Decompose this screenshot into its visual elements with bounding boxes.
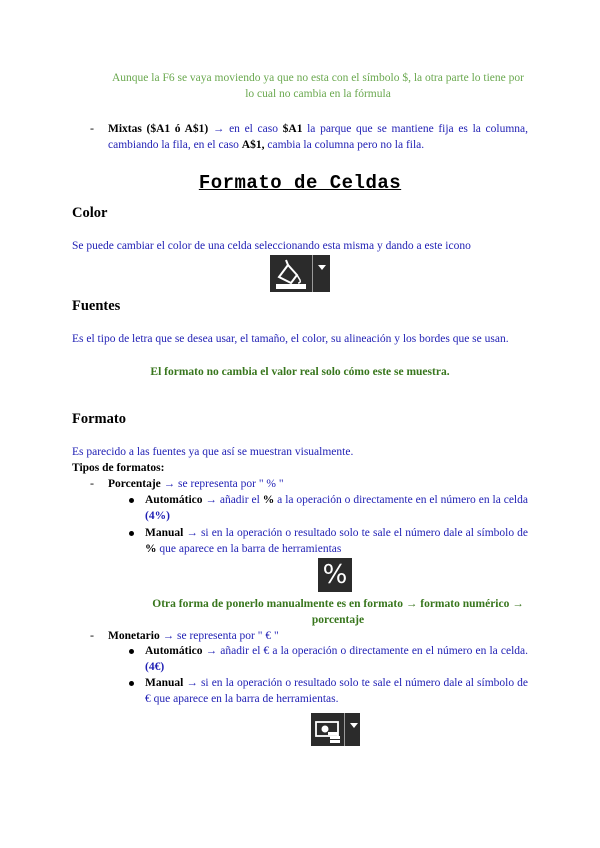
monetario-item: Monetario → se representa por " € " (108, 630, 279, 642)
bullet-dash: - (90, 628, 94, 642)
heading-color: Color (72, 205, 108, 221)
fill-color-bucket-icon (270, 255, 312, 292)
page-title: Formato de Celdas (198, 172, 402, 194)
fuentes-note: El formato no cambia el valor real solo cómo este se muestra. (150, 366, 450, 378)
monetario-auto: Automático → añadir el € a la operación o directamente en el número en la celda. (4€) (145, 645, 528, 673)
ref-dollar-a1: $A1 (282, 123, 303, 135)
porcentaje-label: Porcentaje (108, 478, 161, 490)
percent-icon: % (318, 558, 352, 592)
intro-note: Aunque la F6 se vaya moviendo ya que no esta con el símbolo $, la otra parte lo tiene por lo cual no cambia en la fórmula (112, 72, 524, 100)
arrow: → (208, 123, 230, 135)
fuentes-text: Es el tipo de letra que se desea usar, el tamaño, el color, su alineación y los bordes que se usan. (72, 333, 509, 345)
monetario-label: Monetario (108, 630, 160, 642)
monetario-manual: Manual → si en la operación o resultado solo te sale el número dale al símbolo de € que aparece en la barra de herramientas. (145, 677, 528, 705)
currency-format-icon (311, 713, 344, 746)
tipos-label: Tipos de formatos: (72, 462, 165, 474)
bullet-dot (129, 498, 134, 503)
bullet-dot (129, 681, 134, 686)
bullet-dash: - (90, 121, 94, 135)
ref-a-dollar-1: A$1, (241, 139, 265, 151)
formato-text: Es parecido a las fuentes ya que así se muestran visualmente. (72, 446, 354, 458)
bullet-dot (129, 649, 134, 654)
heading-fuentes: Fuentes (72, 298, 121, 314)
bullet-dot (129, 531, 134, 536)
bullet-dash: - (90, 476, 94, 490)
chevron-down-icon[interactable] (344, 713, 360, 746)
mixtas-label: Mixtas ($A1 ó A$1) (108, 123, 209, 135)
color-text: Se puede cambiar el color de una celda seleccionando esta misma y dando a este icono (72, 240, 471, 252)
porcentaje-auto: Automático → añadir el % a la operación o directamente en el número en la celda (4%) (145, 494, 528, 522)
porcentaje-note: Otra forma de ponerlo manualmente es en formato → formato numérico → porcentaje (152, 598, 524, 626)
heading-formato: Formato (72, 411, 126, 427)
porcentaje-manual: Manual → si en la operación o resultado solo te sale el número dale al símbolo de % que aparece en la barra de herramientas (145, 527, 528, 555)
porcentaje-item: Porcentaje → se representa por " % " (108, 478, 284, 490)
mixtas-paragraph: Mixtas ($A1 ó A$1) → en el caso $A1 la parque que se mantiene fija es la columna, cambiando la fila, en el caso A$1, cambia la columna pero no la fila. (108, 123, 528, 151)
chevron-down-icon[interactable] (312, 255, 330, 292)
